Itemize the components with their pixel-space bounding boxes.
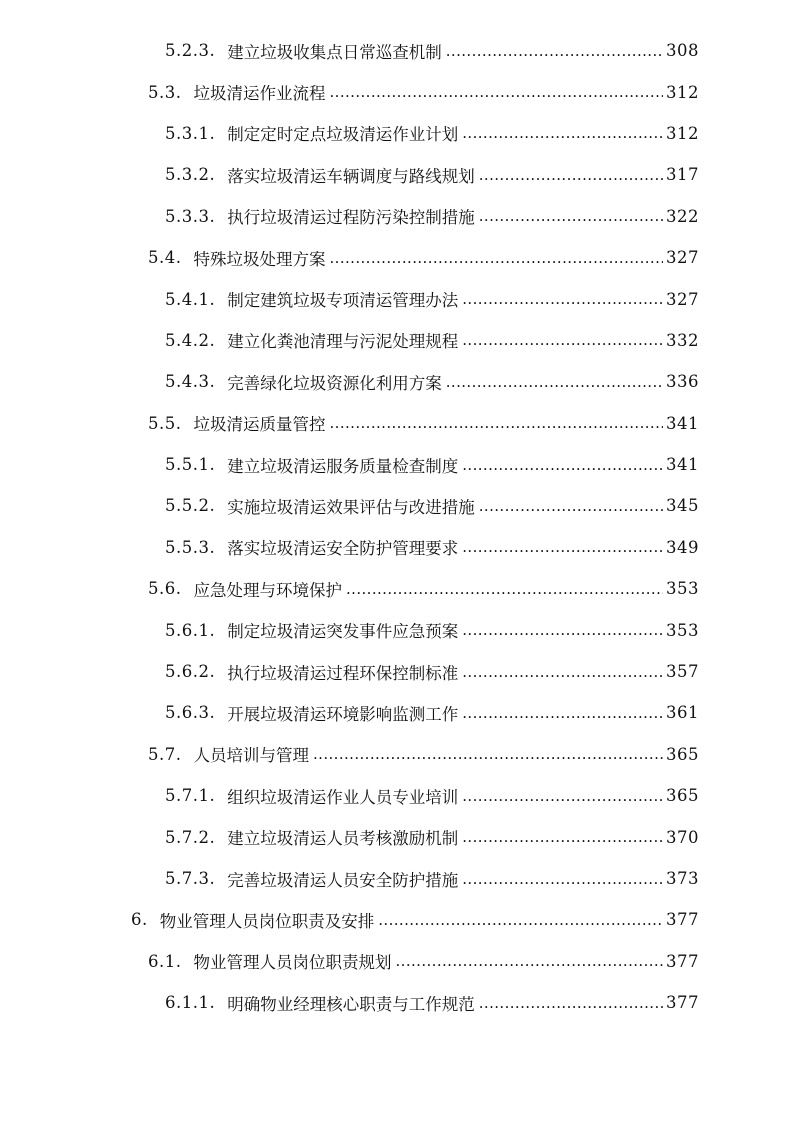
toc-entry-title: 明确物业经理核心职责与工作规范 [227, 994, 475, 1014]
toc-entry[interactable] [0, 982, 793, 1023]
toc-entry-title: 建立垃圾清运人员考核激励机制 [227, 829, 459, 849]
dot-leader [462, 123, 663, 143]
toc-entry[interactable] [0, 113, 793, 154]
toc-entry[interactable] [0, 858, 793, 899]
toc-entry-number: 5.6.2. [165, 662, 216, 682]
toc-entry-page-number: 341 [666, 413, 699, 433]
toc-entry-number: 6.1.1. [165, 993, 216, 1013]
dot-leader [479, 496, 663, 516]
toc-entry-number: 5.5. [148, 413, 182, 433]
toc-entry-page-number: 349 [666, 537, 699, 557]
toc-entry-page-number: 377 [666, 910, 699, 930]
toc-entry[interactable] [0, 485, 793, 526]
dot-leader [330, 82, 664, 102]
dot-leader [446, 372, 663, 392]
toc-entry-title: 建立垃圾收集点日常巡查机制 [227, 42, 442, 62]
dot-leader [330, 248, 664, 268]
toc-entry-number: 5.3. [148, 82, 182, 102]
toc-entry-page-number: 377 [666, 993, 699, 1013]
toc-entry-page-number: 327 [666, 248, 699, 268]
toc-entry-number: 5.3.3. [165, 206, 216, 226]
toc-entry-title: 落实垃圾清运车辆调度与路线规划 [227, 166, 475, 186]
toc-entry-number: 5.4.2. [165, 330, 216, 350]
toc-entry-title: 执行垃圾清运过程防污染控制措施 [227, 208, 475, 228]
toc-entry-page-number: 353 [666, 620, 699, 640]
dot-leader [462, 289, 663, 309]
toc-entry[interactable] [0, 361, 793, 402]
toc-entry[interactable] [0, 154, 793, 195]
toc-entry-number: 5.3.1. [165, 123, 216, 143]
toc-entry-title: 制定垃圾清运突发事件应急预案 [227, 622, 459, 642]
toc-entry-title: 垃圾清运作业流程 [193, 84, 326, 104]
dot-leader [462, 786, 663, 806]
toc-entry-page-number: 308 [666, 41, 699, 61]
toc-entry-title: 特殊垃圾处理方案 [193, 249, 326, 269]
toc-entry-page-number: 365 [666, 744, 699, 764]
toc-entry-number: 6.1. [148, 951, 182, 971]
toc-entry[interactable] [0, 444, 793, 485]
toc-entry-page-number: 345 [666, 496, 699, 516]
toc-entry-title: 制定建筑垃圾专项清运管理办法 [227, 291, 459, 311]
dot-leader [313, 744, 663, 764]
toc-entry-number: 5.7.3. [165, 869, 216, 888]
dot-leader [462, 455, 663, 475]
toc-entry-page-number: 332 [666, 330, 699, 350]
dot-leader [446, 41, 663, 61]
toc-entry-title: 建立化粪池清理与污泥处理规程 [227, 332, 459, 352]
toc-entry-page-number: 317 [666, 165, 699, 185]
toc-entry-title: 人员培训与管理 [193, 746, 309, 766]
toc-entry[interactable] [0, 320, 793, 361]
toc-entry-number: 5.6.3. [165, 703, 216, 723]
dot-leader [462, 703, 663, 723]
toc-entry-page-number: 377 [666, 951, 699, 971]
toc-entry-number: 6. [131, 910, 148, 930]
toc-entry-title: 垃圾清运质量管控 [193, 415, 326, 435]
toc-entry-title: 开展垃圾清运环境影响监测工作 [227, 704, 459, 724]
toc-entry-title: 完善绿化垃圾资源化利用方案 [227, 373, 442, 393]
toc-entry-title: 组织垃圾清运作业人员专业培训 [227, 787, 459, 807]
toc-entry-number: 5.4. [148, 248, 182, 268]
dot-leader [346, 579, 663, 599]
toc-entry-title: 物业管理人员岗位职责规划 [193, 953, 392, 973]
toc-entry[interactable] [0, 403, 793, 444]
toc-entry-title: 实施垃圾清运效果评估与改进措施 [227, 497, 475, 517]
toc-entry-page-number: 327 [666, 289, 699, 309]
toc-entry-number: 5.7.2. [165, 827, 216, 847]
toc-entry[interactable] [0, 609, 793, 650]
toc-entry[interactable] [0, 71, 793, 112]
toc-entry-number: 5.4.1. [165, 289, 216, 309]
toc-entry-title: 应急处理与环境保护 [193, 580, 342, 600]
toc-entry-page-number: 370 [666, 827, 699, 847]
toc-entry-title: 建立垃圾清运服务质量检查制度 [227, 456, 459, 476]
toc-entry-page-number: 312 [666, 123, 699, 143]
toc-entry-page-number: 357 [666, 662, 699, 682]
toc-entry-page-number: 341 [666, 455, 699, 475]
toc-entry[interactable] [0, 30, 793, 71]
toc-entry[interactable] [0, 899, 793, 940]
dot-leader [479, 206, 663, 226]
toc-entry-number: 5.7. [148, 744, 182, 764]
toc-entry-number: 5.3.2. [165, 165, 216, 185]
dot-leader [462, 620, 663, 640]
dot-leader [462, 662, 663, 682]
dot-leader [396, 951, 664, 971]
toc-entry[interactable] [0, 568, 793, 609]
toc-entry-title: 完善垃圾清运人员安全防护措施 [227, 870, 459, 890]
toc-entry[interactable] [0, 527, 793, 568]
dot-leader [462, 869, 663, 889]
toc-entry[interactable] [0, 775, 793, 816]
toc-entry[interactable] [0, 692, 793, 733]
toc-entry-page-number: 365 [666, 786, 699, 806]
toc-entry[interactable] [0, 941, 793, 982]
dot-leader [330, 413, 664, 433]
toc-entry-page-number: 312 [666, 82, 699, 102]
dot-leader [479, 993, 663, 1013]
toc-entry-title: 制定定时定点垃圾清运作业计划 [227, 125, 459, 145]
toc-entry[interactable] [0, 237, 793, 278]
toc-entry[interactable] [0, 734, 793, 775]
toc-entry-page-number: 361 [666, 703, 699, 723]
dot-leader [462, 537, 663, 557]
toc-entry-number: 5.5.2. [165, 496, 216, 516]
toc-entry-number: 5.7.1. [165, 786, 216, 806]
toc-entry[interactable] [0, 278, 793, 319]
toc-entry-page-number: 353 [666, 579, 699, 599]
dot-leader [479, 165, 663, 185]
table-of-contents [0, 30, 793, 1023]
toc-entry-number: 5.6.1. [165, 620, 216, 640]
toc-entry-page-number: 336 [666, 372, 699, 392]
toc-entry[interactable] [0, 816, 793, 857]
toc-entry-page-number: 373 [666, 869, 699, 888]
toc-entry-title: 执行垃圾清运过程环保控制标准 [227, 663, 459, 683]
dot-leader [378, 910, 663, 930]
toc-entry-number: 5.6. [148, 579, 182, 599]
toc-entry-number: 5.5.1. [165, 455, 216, 475]
toc-entry[interactable] [0, 196, 793, 237]
toc-entry-title: 物业管理人员岗位职责及安排 [159, 911, 375, 931]
toc-entry[interactable] [0, 651, 793, 692]
dot-leader [462, 330, 663, 350]
toc-entry-number: 5.5.3. [165, 537, 216, 557]
toc-entry-number: 5.4.3. [165, 372, 216, 392]
dot-leader [462, 827, 663, 847]
toc-entry-number: 5.2.3. [165, 41, 216, 61]
toc-entry-page-number: 322 [666, 206, 699, 226]
toc-entry-title: 落实垃圾清运安全防护管理要求 [227, 539, 459, 559]
